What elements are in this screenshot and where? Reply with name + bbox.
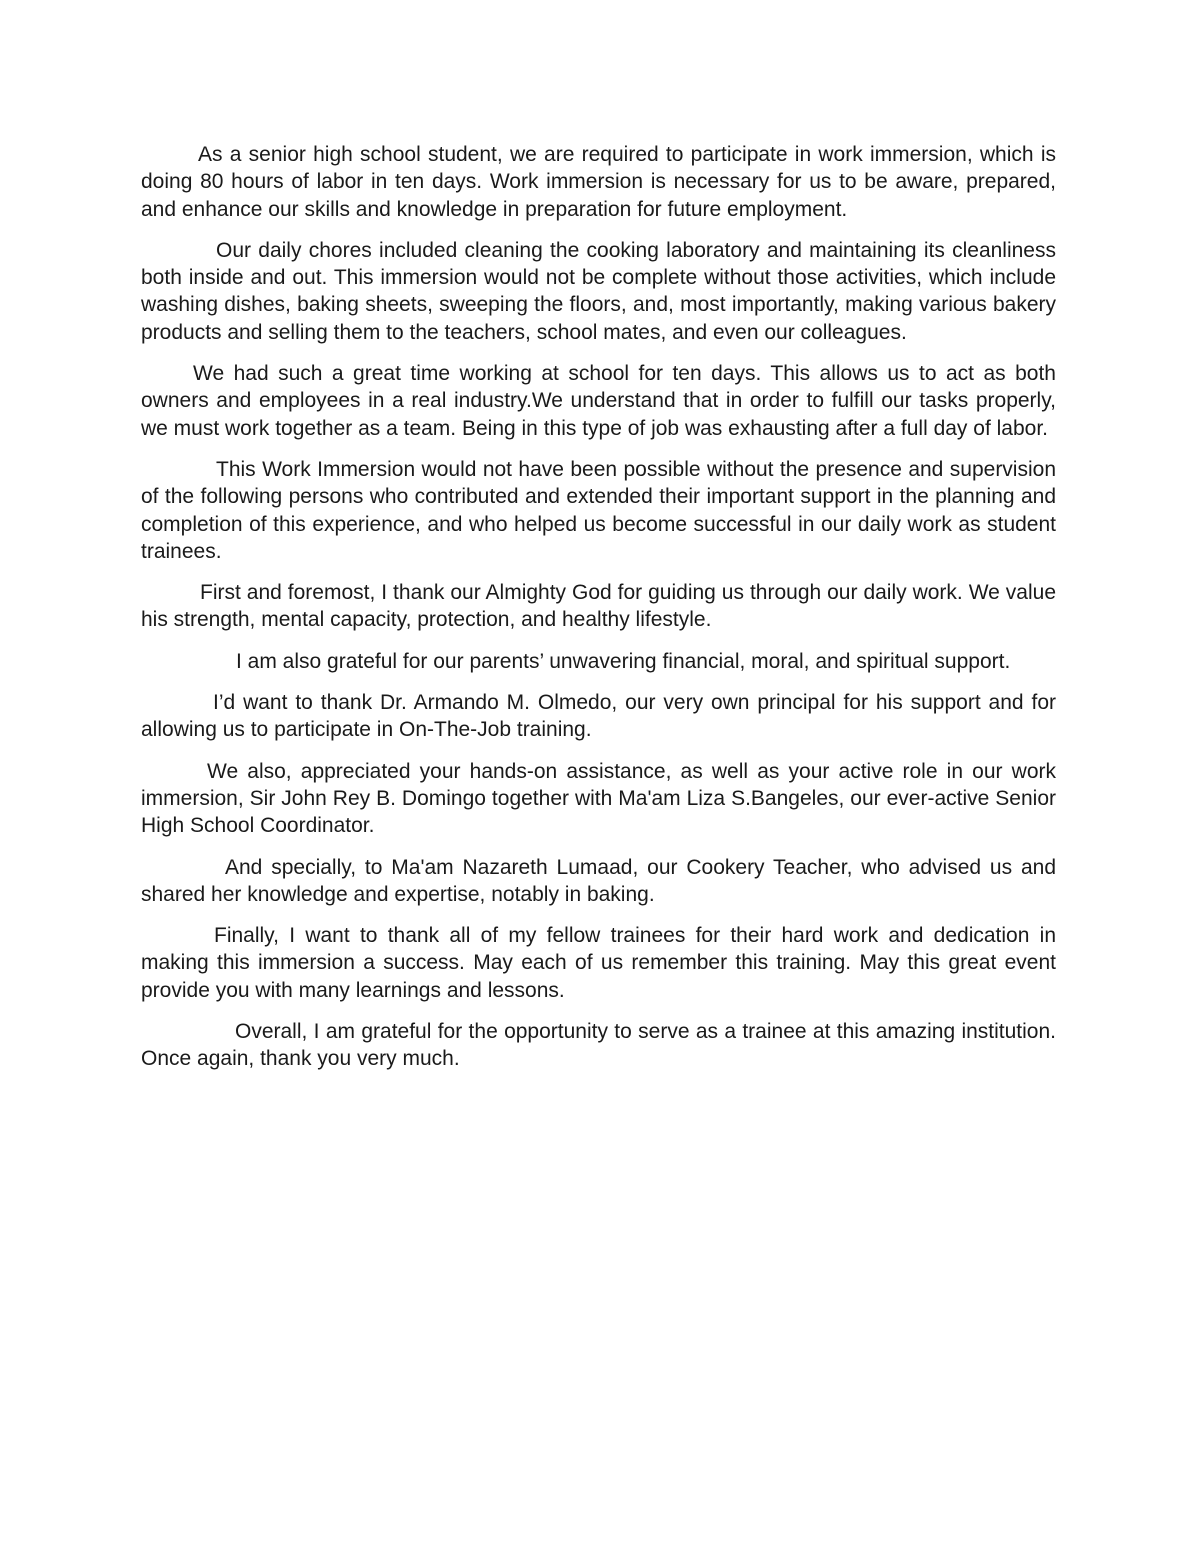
paragraph-thanks-parents: I am also grateful for our parents’ unwavering financial, moral, and spiritual support. bbox=[236, 649, 1011, 673]
paragraph-thanks-god: First and foremost, I thank our Almighty God for guiding us through our daily work. We value his strength, mental capacity, protection, and healthy lifestyle. bbox=[141, 581, 1056, 632]
document-body bbox=[141, 141, 1056, 1087]
paragraph-thanks-cookery-teacher: And specially, to Ma'am Nazareth Lumaad, our Cookery Teacher, who advised us and shared her knowledge and expertise, notably in baking. bbox=[141, 855, 1056, 906]
paragraph-daily-chores: Our daily chores included cleaning the cooking laboratory and maintaining its cleanliness both inside and out. This immersion would not be complete without those activities, which include washing dishes, baking sheets, sweeping the floors, and, most importantly, making various bakery products and selling them to the teachers, school mates, and even our colleagues. bbox=[141, 238, 1056, 344]
paragraph-thanks-trainees: Finally, I want to thank all of my fellow trainees for their hard work and dedication in making this immersion a success. May each of us remember this training. May this great event provide you with many learnings and lessons. bbox=[141, 924, 1056, 1002]
paragraph-great-time: We had such a great time working at school for ten days. This allows us to act as both owners and employees in a real industry.We understand that in order to fulfill our tasks properly, we must work together as a team. Being in this type of job was exhausting after a full day of labor. bbox=[141, 362, 1056, 440]
paragraph-thanks-principal: I’d want to thank Dr. Armando M. Olmedo, our very own principal for his support and for allowing us to participate in On-The-Job training. bbox=[141, 691, 1056, 742]
paragraph-acknowledgment-intro: This Work Immersion would not have been possible without the presence and supervision of the following persons who contributed and extended their important support in the planning and completion of this experience, and who helped us become successful in our daily work as student trainees. bbox=[141, 457, 1056, 563]
paragraph-work-immersion-intro: As a senior high school student, we are required to participate in work immersion, which is doing 80 hours of labor in ten days. Work immersion is necessary for us to be aware, prepared, and enhance our skills and knowledge in preparation for future employment. bbox=[141, 143, 1056, 221]
paragraph-thanks-coordinators: We also, appreciated your hands-on assistance, as well as your active role in our work immersion, Sir John Rey B. Domingo together with Ma'am Liza S.Bangeles, our ever-active Senior High School Coordinator. bbox=[141, 759, 1056, 838]
paragraph-overall-gratitude: Overall, I am grateful for the opportunity to serve as a trainee at this amazing institution. Once again, thank you very much. bbox=[141, 1020, 1056, 1071]
